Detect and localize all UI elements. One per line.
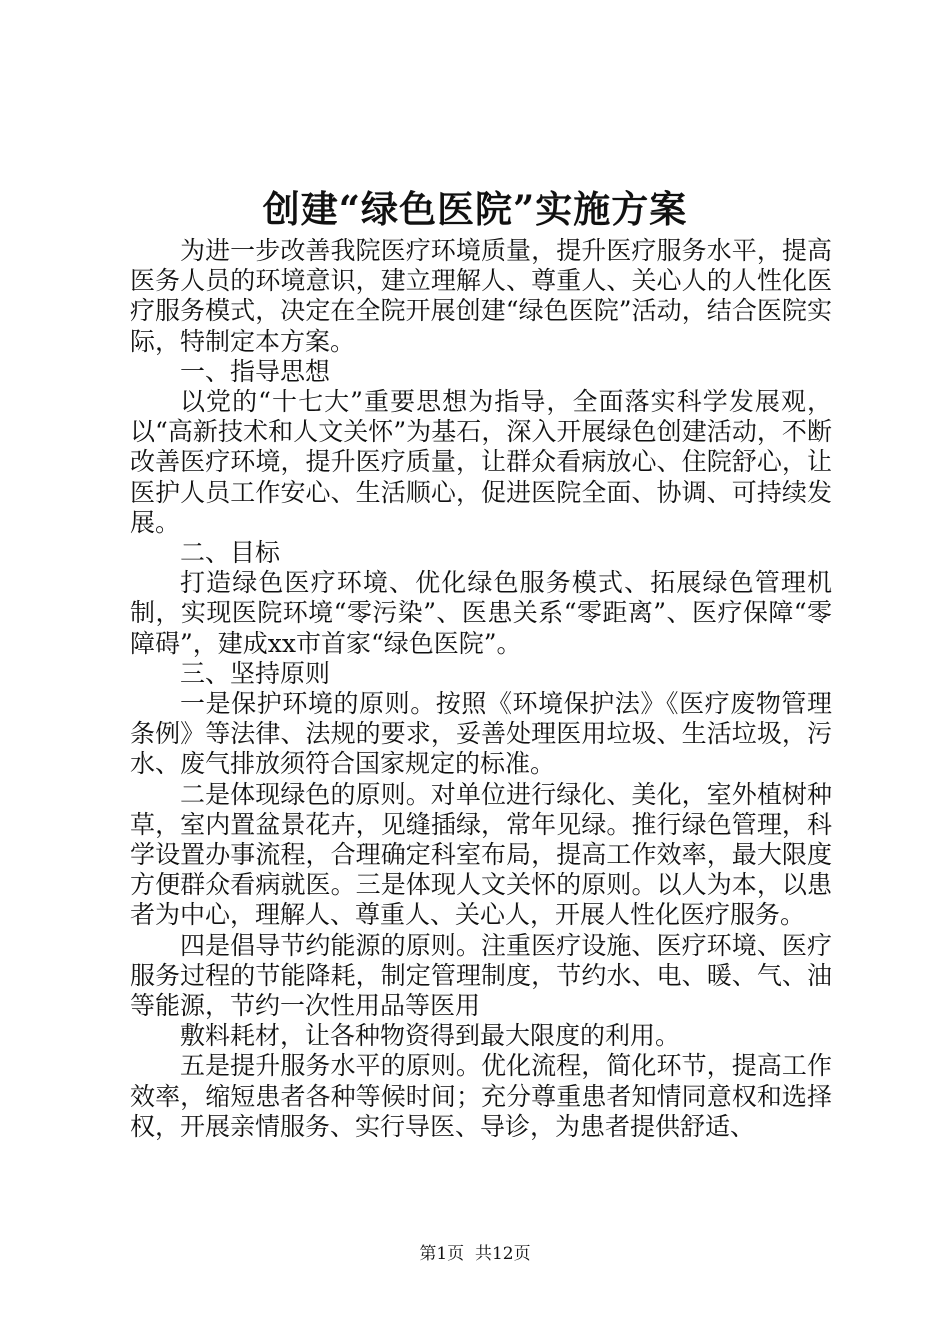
document-body — [130, 236, 832, 1142]
intro-paragraph: 为进一步改善我院医疗环境质量，提升医疗服务水平，提高医务人员的环境意识，建立理解人、尊重人、关心人的人性化医疗服务模式，决定在全院开展创建“绿色医院”活动，结合医院实际，特制定本方案。 — [130, 236, 832, 356]
principle-four-paragraph: 四是倡导节约能源的原则。注重医疗设施、医疗环境、医疗服务过程的节能降耗，制定管理制度，节约水、电、暖、气、油等能源，节约一次性用品等医用 — [130, 930, 832, 1021]
goals-paragraph: 打造绿色医疗环境、优化绿色服务模式、拓展绿色管理机制，实现医院环境“零污染”、医患关系“零距离”、医疗保障“零障碍”，建成xx市首家“绿色医院”。 — [130, 568, 832, 658]
principle-two-three-paragraph: 二是体现绿色的原则。对单位进行绿化、美化，室外植树种草，室内置盆景花卉，见缝插绿，常年见绿。推行绿色管理，科学设置办事流程，合理确定科室布局，提高工作效率，最大限度方便群众看病就医。三是体现人文关怀的原则。以人为本，以患者为中心，理解人、尊重人、关心人，开展人性化医疗服务。 — [130, 779, 832, 930]
guiding-ideology-paragraph: 以党的“十七大”重要思想为指导，全面落实科学发展观，以“高新技术和人文关怀”为基石，深入开展绿色创建活动，不断改善医疗环境，提升医疗质量，让群众看病放心、住院舒心，让医护人员工作安心、生活顺心，促进医院全面、协调、可持续发展。 — [130, 387, 832, 537]
section-heading-guiding-ideology: 一、指导思想 — [180, 356, 331, 386]
section-heading-principles: 三、坚持原则 — [180, 658, 331, 688]
section-heading-goals: 二、目标 — [180, 538, 281, 568]
principle-five-paragraph: 五是提升服务水平的原则。优化流程，简化环节，提高工作效率，缩短患者各种等候时间；充分尊重患者知情同意权和选择权，开展亲情服务、实行导医、导诊，为患者提供舒适、 — [130, 1051, 832, 1141]
document-title: 创建“绿色医院”实施方案 — [262, 187, 688, 231]
principle-one-paragraph: 一是保护环境的原则。按照《环境保护法》《医疗废物管理条例》等法律、法规的要求，妥善处理医用垃圾、生活垃圾，污水、废气排放须符合国家规定的标准。 — [130, 689, 832, 779]
page-number-footer: 第1页 共12页 — [419, 1244, 531, 1264]
principle-four-continued: 敷料耗材，让各种物资得到最大限度的利用。 — [180, 1021, 681, 1051]
